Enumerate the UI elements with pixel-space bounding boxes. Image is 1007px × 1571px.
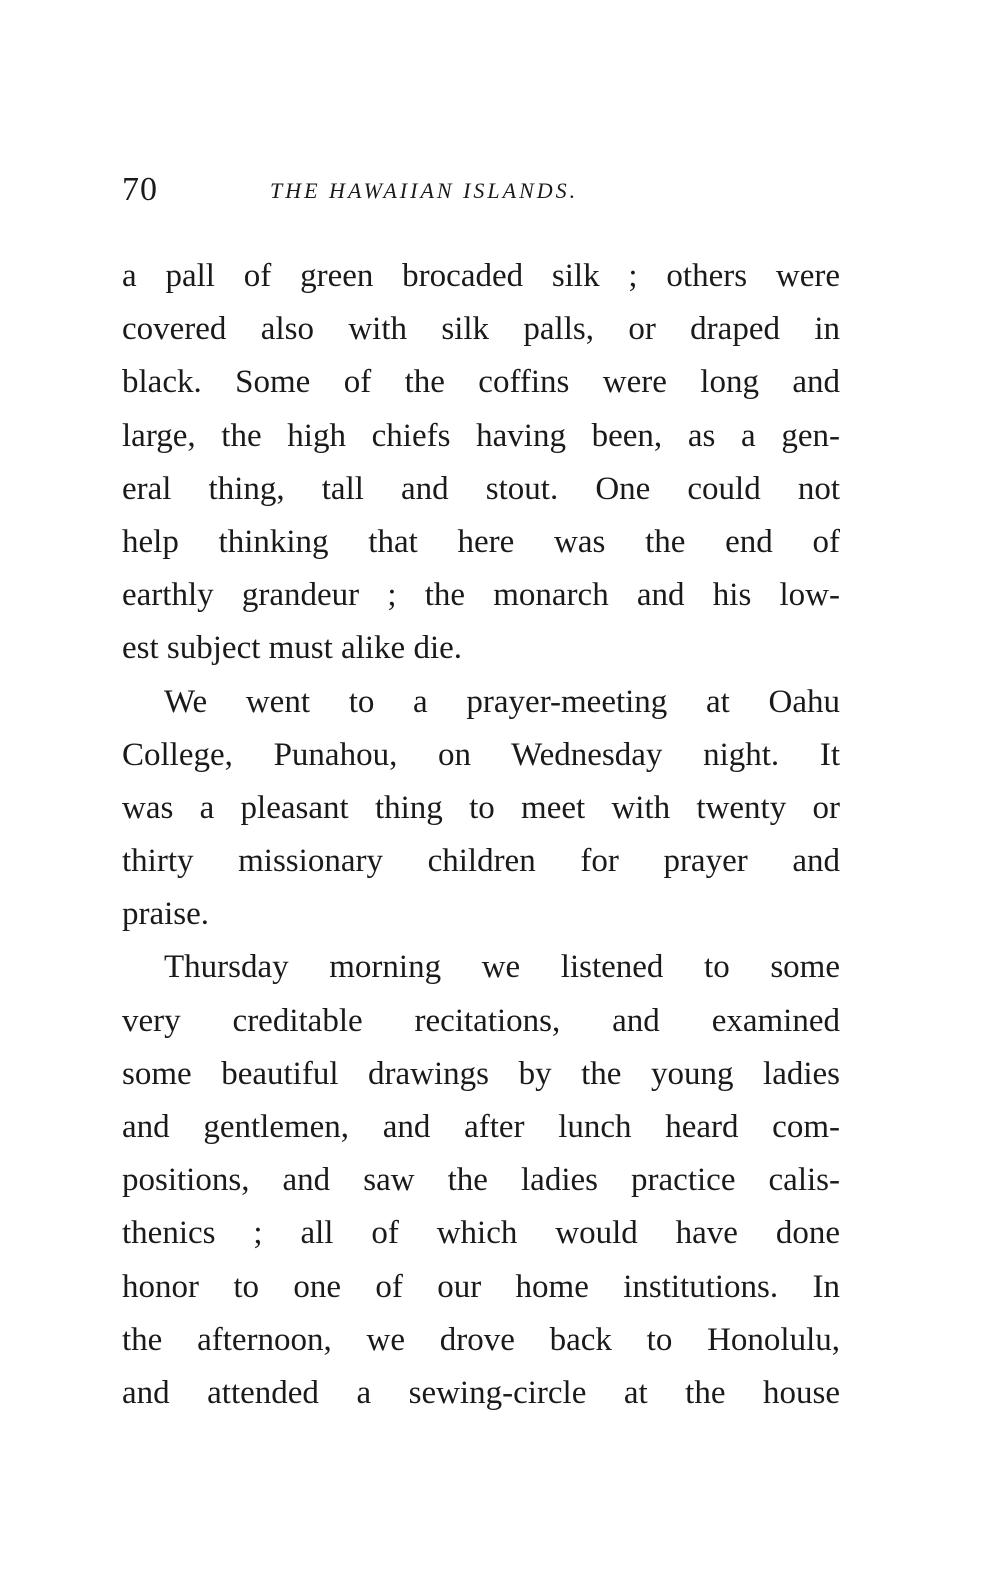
text-line: Thursday morning we listened to some [164, 949, 840, 986]
text-line: est subject must alike die. [122, 630, 463, 667]
text-line: thirty missionary children for prayer and [122, 843, 840, 880]
running-head [122, 168, 842, 218]
text-line: College, Punahou, on Wednesday night. It [122, 736, 840, 773]
text-line: eral thing, tall and stout. One could not [122, 470, 840, 507]
text-line: positions, and saw the ladies practice calis- [122, 1162, 840, 1199]
text-line: and gentlemen, and after lunch heard com- [122, 1109, 840, 1145]
running-title: THE HAWAIIAN ISLANDS. [270, 178, 579, 203]
text-line: very creditable recitations, and examined [122, 1002, 840, 1039]
text-line: large, the high chiefs having been, as a gen- [122, 417, 840, 454]
text-line: earthly grandeur ; the monarch and his low- [122, 577, 840, 614]
text-line: We went to a prayer-meeting at Oahu [164, 683, 840, 720]
text-line: black. Some of the coffins were long and [122, 364, 840, 401]
body-text [122, 250, 840, 1420]
text-line: thenics ; all of which would have done [122, 1215, 840, 1252]
text-line: praise. [122, 896, 210, 933]
text-line: a pall of green brocaded silk ; others were [122, 258, 840, 294]
page-number: 70 [122, 171, 158, 208]
text-line: was a pleasant thing to meet with twenty or [122, 789, 840, 826]
text-line: some beautiful drawings by the young ladies [122, 1055, 840, 1092]
text-line: help thinking that here was the end of [122, 523, 840, 560]
text-line: the afternoon, we drove back to Honolulu, [122, 1321, 840, 1358]
text-line: and attended a sewing-circle at the house [122, 1374, 840, 1411]
text-line: covered also with silk palls, or draped in [122, 311, 840, 348]
text-line: honor to one of our home institutions. In [122, 1268, 840, 1305]
